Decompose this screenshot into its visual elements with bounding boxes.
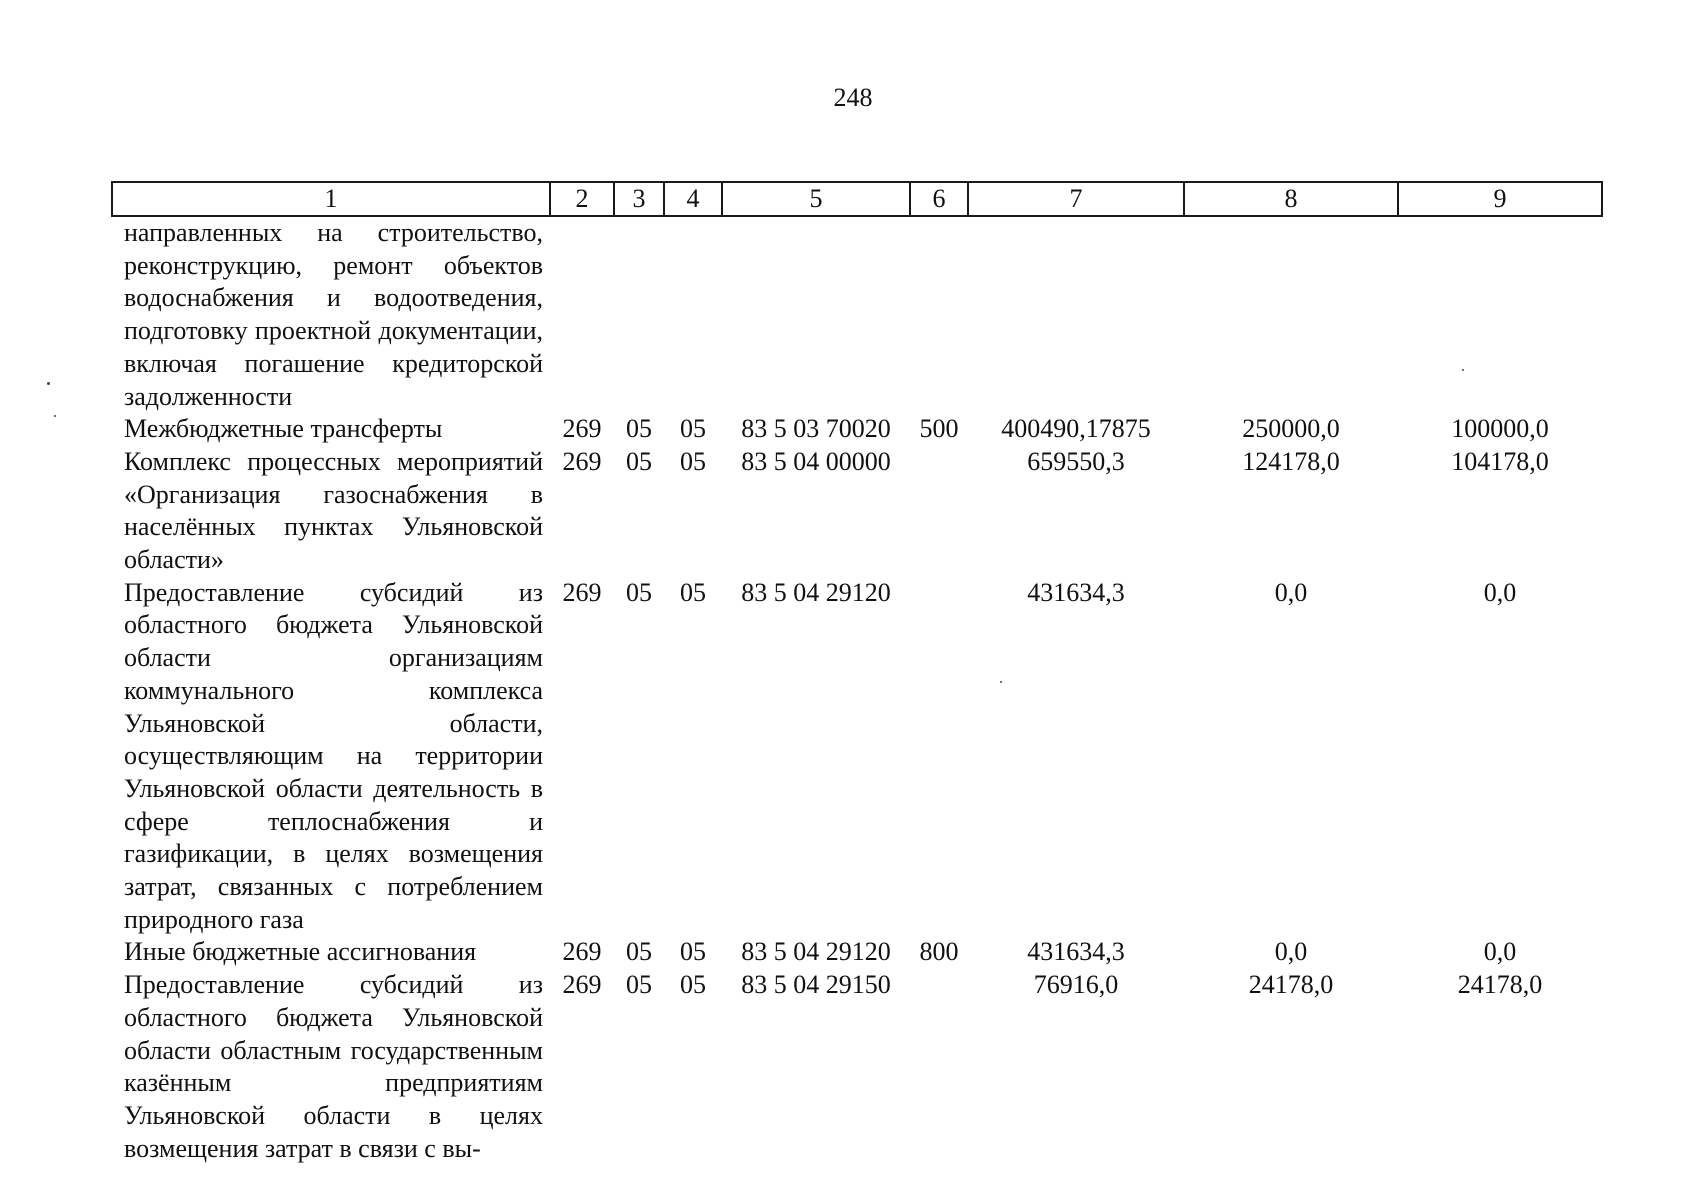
cell-col2: 269 (562, 414, 602, 444)
cell-col3: 05 (626, 414, 652, 444)
column-header-7: 7 (968, 182, 1184, 216)
table-header-row (112, 182, 1602, 216)
cell-col8: 24178,0 (1248, 970, 1334, 1000)
cell-col2: 269 (562, 446, 602, 476)
row-description: Предоставление субсидий из областного бюджета Ульяновской области областным государственным казённым предприятиям Ульяновской области в целях возмещения затрат в связи с вы- (124, 970, 543, 1163)
table-row (112, 936, 1602, 969)
cell-col3 (614, 216, 664, 413)
column-header-2: 2 (550, 182, 614, 216)
table-row (112, 446, 1602, 577)
cell-col9 (1398, 216, 1602, 413)
cell-col3: 05 (626, 577, 652, 607)
cell-col7: 431634,3 (1027, 937, 1125, 967)
cell-col8: 0,0 (1274, 937, 1308, 967)
cell-col7: 400490,17875 (1001, 414, 1151, 444)
cell-col6: 800 (919, 937, 959, 967)
column-header-8: 8 (1184, 182, 1398, 216)
cell-col9: 24178,0 (1457, 970, 1543, 1000)
cell-col5 (722, 216, 910, 413)
cell-col5: 83 5 04 29120 (741, 577, 891, 607)
cell-col4: 05 (680, 937, 706, 967)
column-header-6: 6 (910, 182, 968, 216)
table-row (112, 216, 1602, 413)
row-description: Предоставление субсидий из областного бюджета Ульяновской области организациям коммунального комплекса Ульяновской области, осуществляющим на территории Ульяновской области деятельность в сфере теплоснабжения и газификации, в целях возмещения затрат, связанных с потреблением природного газа (124, 577, 543, 934)
cell-col5: 83 5 04 29150 (741, 970, 891, 1000)
cell-col6 (910, 969, 968, 1165)
cell-col8 (1184, 216, 1398, 413)
cell-col3: 05 (626, 937, 652, 967)
budget-table (111, 181, 1603, 1165)
cell-col4: 05 (680, 970, 706, 1000)
scan-speck (1000, 681, 1002, 683)
table-row (112, 577, 1602, 937)
cell-col6 (910, 446, 968, 577)
cell-col2: 269 (562, 937, 602, 967)
cell-col5: 83 5 04 29120 (741, 937, 891, 967)
column-header-4: 4 (664, 182, 722, 216)
cell-col7: 431634,3 (1027, 577, 1125, 607)
cell-col4: 05 (680, 414, 706, 444)
row-description: Межбюджетные трансферты (124, 414, 443, 444)
cell-col2: 269 (562, 970, 602, 1000)
column-header-3: 3 (614, 182, 664, 216)
cell-col9: 0,0 (1483, 577, 1517, 607)
cell-col8: 124178,0 (1242, 446, 1340, 476)
cell-col7 (968, 216, 1184, 413)
table-row (112, 413, 1602, 446)
cell-col6: 500 (919, 414, 959, 444)
cell-col9: 100000,0 (1451, 414, 1549, 444)
cell-col2: 269 (562, 577, 602, 607)
cell-col5: 83 5 04 00000 (741, 446, 891, 476)
cell-col4 (664, 216, 722, 413)
cell-col5: 83 5 03 70020 (741, 414, 891, 444)
cell-col8: 250000,0 (1242, 414, 1340, 444)
cell-col6 (910, 216, 968, 413)
cell-col2 (550, 216, 614, 413)
cell-col7: 76916,0 (1033, 970, 1119, 1000)
row-description: Иные бюджетные ассигнования (124, 937, 477, 967)
cell-col9: 0,0 (1483, 937, 1517, 967)
table-row (112, 969, 1602, 1165)
cell-col3: 05 (626, 970, 652, 1000)
cell-col9: 104178,0 (1451, 446, 1549, 476)
cell-col7: 659550,3 (1027, 446, 1125, 476)
scan-speck (1462, 369, 1464, 371)
cell-col4: 05 (680, 446, 706, 476)
scan-speck (47, 382, 50, 385)
cell-col4: 05 (680, 577, 706, 607)
row-description: направленных на строительство, реконструкцию, ремонт объектов водоснабжения и водоотведения, подготовку проектной документации, включая погашение кредиторской задолженности (124, 218, 543, 411)
scan-speck (54, 415, 56, 417)
cell-col6 (910, 577, 968, 937)
column-header-5: 5 (722, 182, 910, 216)
cell-col8: 0,0 (1274, 577, 1308, 607)
column-header-9: 9 (1398, 182, 1602, 216)
column-header-1: 1 (112, 182, 550, 216)
page-number: 248 (833, 83, 873, 112)
row-description: Комплекс процессных мероприятий «Организация газоснабжения в населённых пунктах Ульяновской области» (124, 446, 543, 575)
cell-col3: 05 (626, 446, 652, 476)
